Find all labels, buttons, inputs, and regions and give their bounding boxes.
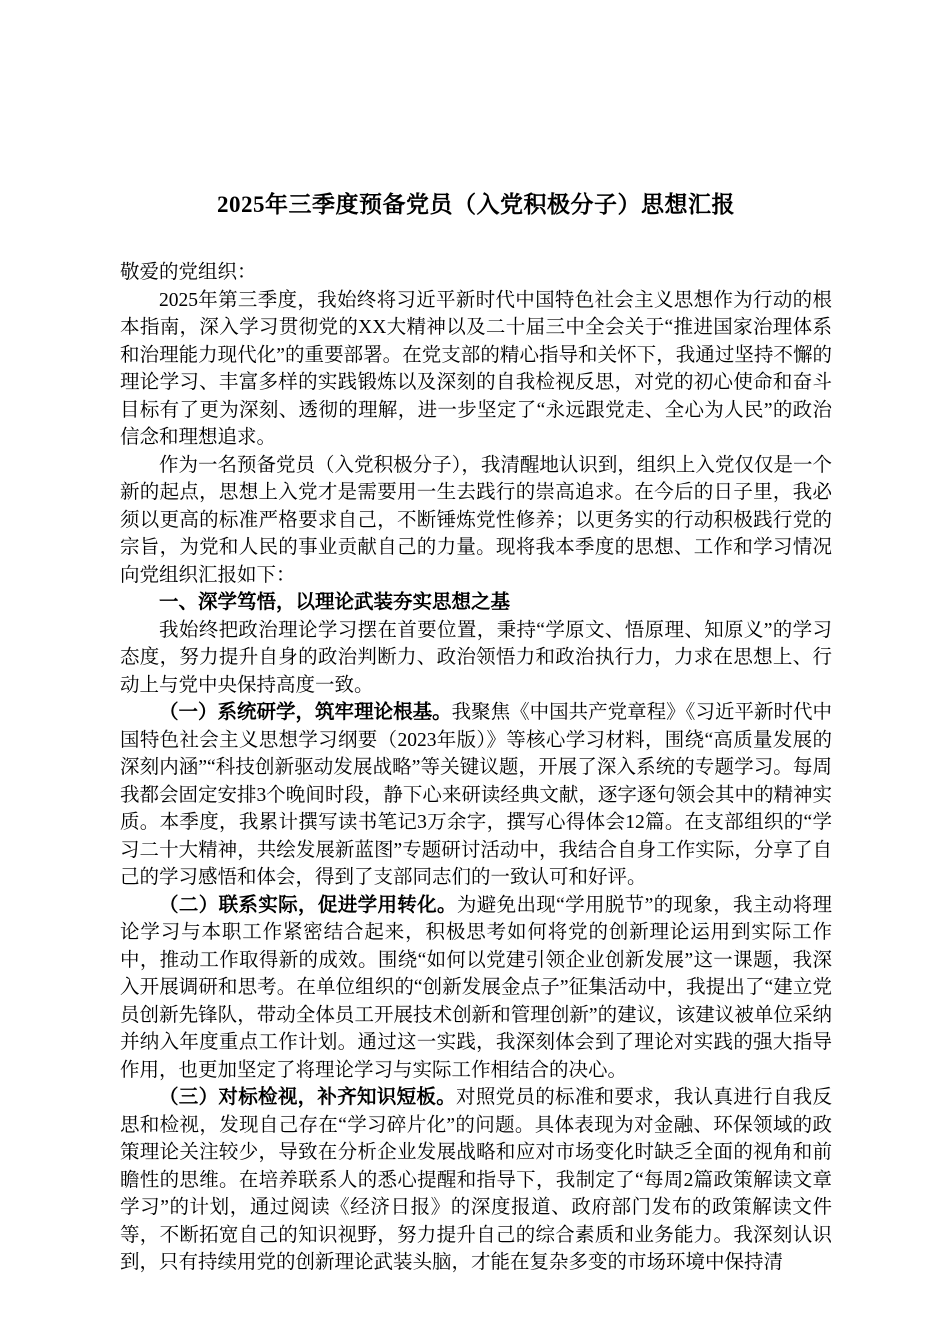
paragraph-item-2 bbox=[120, 892, 832, 1085]
paragraph-item-3 bbox=[120, 1084, 832, 1277]
paragraph-item-1 bbox=[120, 699, 832, 892]
item-2-text: 为避免出现“学用脱节”的现象，我主动将理论学习与本职工作紧密结合起来，积极思考如何将党的创新理论运用到实际工作中，推动工作取得新的成效。围绕“如何以党建引领企业创新发展”这一课题，我深入开展调研和思考。在单位组织的“创新发展金点子”征集活动中，我提出了“建立党员创新先锋队，带动全体员工开展技术创新和管理创新”的建议，该建议被单位采纳并纳入年度重点工作计划。通过这一实践，我深刻体会到了理论对实践的强大指导作用，也更加坚定了将理论学习与实际工作相结合的决心。 bbox=[120, 894, 832, 1081]
section-heading-1: 一、深学笃悟，以理论武装夯实思想之基 bbox=[159, 592, 511, 613]
item-3-lead: （三）对标检视，补齐知识短板。 bbox=[159, 1087, 457, 1108]
page-title: 2025年三季度预备党员（入党积极分子）思想汇报 bbox=[217, 192, 735, 217]
item-1-text: 我聚焦《中国共产党章程》《习近平新时代中国特色社会主义思想学习纲要（2023年版）》等核心学习材料，围绕“高质量发展的深刻内涵”“科技创新驱动发展战略”等关键议题，开展了深入系统的专题学习。每周我都会固定安排3个晚间时段，静下心来研读经典文献，逐字逐句领会其中的精神实质。本季度，我累计撰写读书笔记3万余字，撰写心得体会12篇。在支部组织的“学习二十大精神，共绘发展新蓝图”专题研讨活动中，我结合自身工作实际，分享了自己的学习感悟和体会，得到了支部同志们的一致认可和好评。 bbox=[120, 702, 832, 888]
paragraph-section1-intro: 我始终把政治理论学习摆在首要位置，秉持“学原文、悟原理、知原义”的学习态度，努力提升自身的政治判断力、政治领悟力和政治执行力，力求在思想上、行动上与党中央保持高度一致。 bbox=[120, 619, 832, 696]
item-3-text: 对照党员的标准和要求，我认真进行自我反思和检视，发现自己存在“学习碎片化”的问题。具体表现为对金融、环保领域的政策理论关注较少，导致在分析企业发展战略和应对市场变化时缺乏全面的视角和前瞻性的思维。在培养联系人的悉心提醒和指导下，我制定了“每周2篇政策解读文章学习”的计划，通过阅读《经济日报》的深度报道、政府部门发布的政策解读文件等，不断拓宽自己的知识视野，努力提升自己的综合素质和业务能力。我深刻认识到，只有持续用党的创新理论武装头脑，才能在复杂多变的市场环境中保持清 bbox=[120, 1087, 832, 1273]
item-1-lead: （一）系统研学，筑牢理论根基。 bbox=[159, 702, 452, 723]
item-2-lead: （二）联系实际，促进学用转化。 bbox=[159, 894, 457, 916]
salutation: 敬爱的党组织： bbox=[120, 262, 257, 283]
paragraph-intro-2: 作为一名预备党员（入党积极分子），我清醒地认识到，组织上入党仅仅是一个新的起点，思想上入党才是需要用一生去践行的崇高追求。在今后的日子里，我必须以更高的标准严格要求自己，不断锤炼党性修养；以更务实的行动积极践行党的宗旨，为党和人民的事业贡献自己的力量。现将我本季度的思想、工作和学习情况向党组织汇报如下： bbox=[120, 454, 832, 586]
paragraph-intro-1: 2025年第三季度，我始终将习近平新时代中国特色社会主义思想作为行动的根本指南，深入学习贯彻党的XX大精神以及二十届三中全会关于“推进国家治理体系和治理能力现代化”的重要部署。在党支部的精心指导和关怀下，我通过坚持不懈的理论学习、丰富多样的实践锻炼以及深刻的自我检视反思，对党的初心使命和奋斗目标有了更为深刻、透彻的理解，进一步坚定了“永远跟党走、全心为人民”的政治信念和理想追求。 bbox=[120, 289, 832, 448]
